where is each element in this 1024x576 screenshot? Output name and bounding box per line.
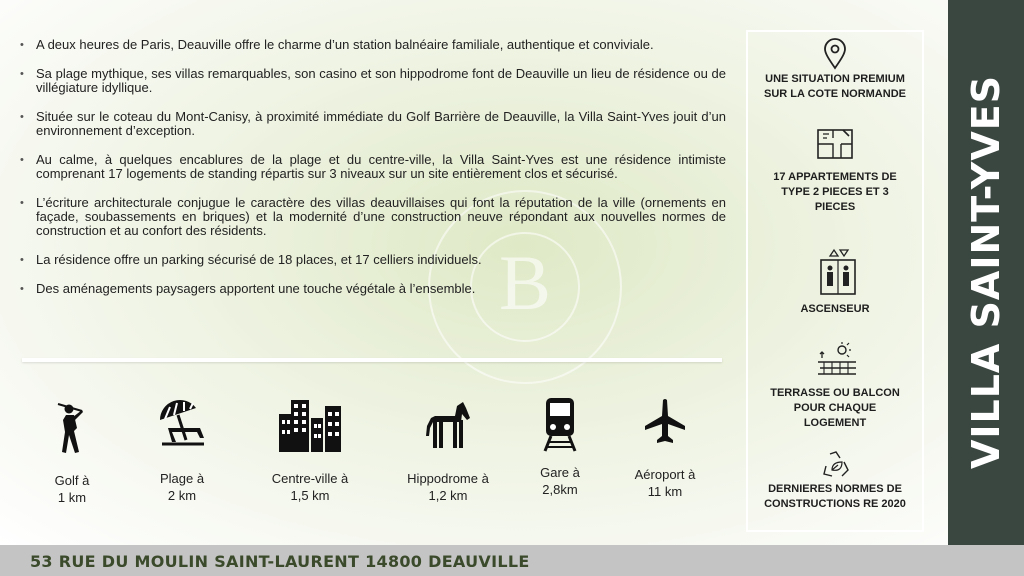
bullet-item: • Sa plage mythique, ses villas remarquables, son casino et son hippodrome font de Deauville un lieu de résidence ou de villégiature idyllique.: [18, 67, 726, 95]
feature-elevator: [746, 302, 924, 317]
bullet-item: • A deux heures de Paris, Deauville offre le charme d’un station balnéaire familiale, authentique et conviviale.: [18, 38, 726, 52]
bullet-item: • Des aménagements paysagers apportent une touche végétale à l’ensemble.: [18, 282, 726, 296]
poi-hippodrome: [392, 400, 504, 504]
buildings-icon: [277, 398, 343, 452]
poi-distance: 2 km: [167, 488, 197, 503]
watermark-logo: B: [428, 190, 622, 384]
poi-golf: [30, 402, 114, 506]
poi-distance: 11 km: [647, 484, 683, 499]
bullet-item: • La résidence offre un parking sécurisé de 18 places, et 17 celliers individuels.: [18, 253, 726, 267]
feature-line: SUR LA COTE NORMANDE: [764, 88, 906, 100]
section-divider: [22, 358, 722, 362]
poi-distance: 1,5 km: [290, 488, 330, 503]
poi-aeroport: [622, 398, 708, 500]
beach-icon: [156, 398, 208, 448]
feature-line: ASCENSEUR: [800, 303, 870, 315]
feature-apartments: [746, 170, 924, 215]
elevator-icon: [818, 248, 858, 296]
feature-line: UNE SITUATION PREMIUM: [765, 73, 905, 85]
poi-name: Centre-ville à: [271, 471, 349, 486]
poi-gare: [520, 396, 600, 498]
bullet-item: • L’écriture architecturale conjugue le caractère des villas deauvillaises qui font la réputation de la ville (ornements en façade, soubassements en briques) et la modernité d’une construction neuve répondant aux nouvelles normes de construction et au confort des résidents.: [18, 196, 726, 238]
poi-distance: 2,8km: [542, 482, 578, 497]
poi-name: Aéroport à: [634, 467, 696, 482]
vertical-title: VILLA SAINT-YVES: [964, 74, 1008, 470]
description-list: [18, 38, 726, 296]
poi-name: Hippodrome à: [407, 471, 489, 486]
poi-centre-ville: [258, 398, 362, 504]
footer-address: 53 RUE DU MOULIN SAINT-LAURENT 14800 DEAUVILLE: [30, 552, 530, 571]
feature-line: CONSTRUCTIONS RE 2020: [764, 498, 906, 510]
feature-line: POUR CHAQUE: [793, 402, 877, 414]
feature-line: TYPE 2 PIECES ET 3: [781, 186, 889, 198]
feature-line: LOGEMENT: [803, 417, 867, 429]
bullet-item: • Située sur le coteau du Mont-Canisy, à proximité immédiate du Golf Barrière de Deauville, la Villa Saint-Yves jouit d’un environnement d’exception.: [18, 110, 726, 138]
poi-distance: 1,2 km: [428, 488, 468, 503]
feature-location: [746, 72, 924, 102]
poi-name: Plage à: [159, 471, 205, 486]
footer-bar: [0, 545, 1024, 576]
bullet-item: • Au calme, à quelques encablures de la plage et du centre-ville, la Villa Saint-Yves est une résidence intimiste comprenant 17 logements de standing répartis sur 3 niveaux sur un site entièrement clos et sécurisé.: [18, 153, 726, 181]
golfer-icon: [52, 402, 92, 456]
floor-plan-icon: [815, 126, 855, 162]
feature-line: TERRASSE OU BALCON: [770, 387, 900, 399]
train-icon: [542, 396, 578, 452]
feature-line: DERNIERES NORMES DE: [768, 483, 902, 495]
poi-plage: [140, 398, 224, 504]
feature-line: PIECES: [814, 201, 856, 213]
feature-standards: [746, 482, 924, 512]
terrace-icon: [816, 342, 858, 378]
poi-name: Golf à: [54, 473, 90, 488]
airplane-icon: [643, 398, 687, 446]
poi-distance: 1 km: [57, 490, 87, 505]
feature-terrace: [746, 386, 924, 431]
recycle-leaf-icon: [820, 450, 852, 480]
location-pin-icon: [822, 38, 848, 70]
feature-line: 17 APPARTEMENTS DE: [773, 171, 897, 183]
poi-name: Gare à: [540, 465, 580, 480]
horse-icon: [425, 400, 471, 450]
